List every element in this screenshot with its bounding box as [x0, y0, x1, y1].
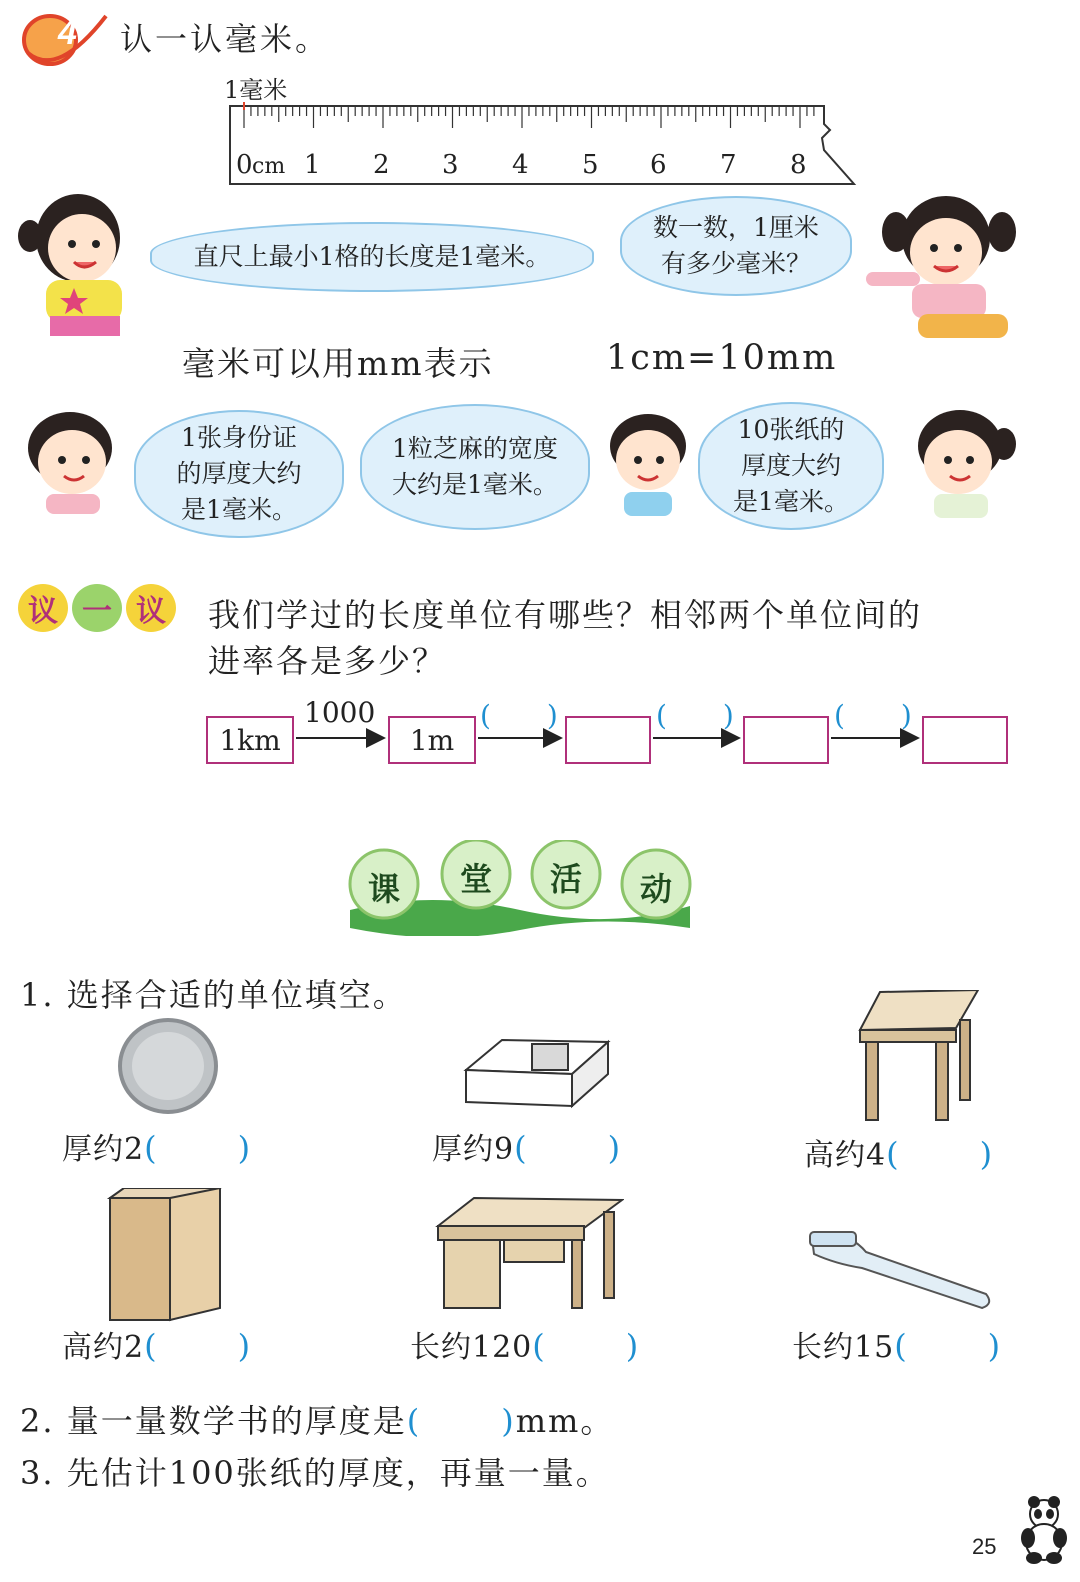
blank-open[interactable]: ( [532, 1327, 546, 1365]
ruler-tick-3: 3 [442, 150, 459, 180]
activity-char: 动 [640, 870, 673, 908]
cm-mm-equation: 1cm=10mm [606, 338, 838, 378]
unit-box-km: 1km [206, 716, 294, 764]
blank-open[interactable]: ( [514, 1129, 528, 1167]
rate-blank-1[interactable]: ( ) [480, 699, 558, 732]
bubble-line: 是1毫米。 [181, 495, 297, 524]
exercise-2 [20, 1396, 614, 1442]
blank-close: ) [501, 1402, 516, 1440]
discuss-question-line2: 进率各是多少？ [208, 642, 447, 680]
discuss-question-line1: 我们学过的长度单位有哪些？相邻两个单位间的 [208, 596, 923, 634]
bubble-line: 1张身份证 [181, 423, 297, 452]
bubble-line: 的厚度大约 [176, 459, 302, 488]
exercise-2-prefix: 2. 量一量数学书的厚度是 [20, 1402, 407, 1440]
item-text: 高约4 [804, 1138, 887, 1173]
bubble-line: 数一数，1厘米 [653, 213, 819, 242]
rate-label-1000: 1000 [304, 696, 376, 729]
blank-close: ) [625, 1327, 640, 1365]
item-text: 长约120 [410, 1330, 533, 1365]
page-number: 25 [972, 1534, 997, 1559]
rate-blank-3[interactable]: ( ) [834, 699, 912, 732]
bubble-line: 大约是1毫米。 [392, 470, 558, 499]
panda-icon [1014, 1494, 1076, 1564]
blank-open[interactable]: ( [144, 1327, 158, 1365]
blank-close: ) [237, 1129, 252, 1167]
bubble-line: 10张纸的 [737, 415, 845, 444]
blank-close: ) [237, 1327, 252, 1365]
ruler-tick-8: 8 [790, 150, 807, 180]
exercise-2-suffix: mm。 [515, 1402, 615, 1440]
stool-icon [856, 990, 980, 1122]
item-text: 厚约2 [62, 1132, 145, 1167]
ruler-tick-7: 7 [720, 150, 737, 180]
blank-open[interactable]: ( [894, 1327, 908, 1365]
desk-icon [434, 1196, 624, 1310]
item-text: 长约15 [792, 1330, 895, 1365]
toothbrush-icon [806, 1224, 996, 1314]
badge-number: 4 [58, 14, 77, 52]
rate-blank-2[interactable]: ( ) [656, 699, 734, 732]
ruler-unit: cm [252, 154, 286, 179]
unit-box-m: 1m [388, 716, 476, 764]
ruler-tick-2: 2 [373, 150, 390, 180]
ruler-tick-1: 1 [304, 150, 321, 180]
ruler-tick-5: 5 [582, 150, 599, 180]
exercise-3: 3. 先估计100张纸的厚度，再量一量。 [20, 1454, 610, 1492]
blank-close: ) [979, 1135, 994, 1173]
activity-char: 课 [368, 870, 401, 908]
section-title: 认一认毫米。 [120, 20, 331, 58]
eraser-icon [462, 1030, 612, 1110]
bubble-line: 是1毫米。 [733, 487, 849, 516]
blank-open[interactable]: ( [886, 1135, 900, 1173]
wardrobe-icon [104, 1188, 224, 1322]
blank-open[interactable]: ( [144, 1129, 158, 1167]
ruler-tick-6: 6 [650, 150, 667, 180]
activity-char: 堂 [460, 860, 493, 898]
bubble-line: 1粒芝麻的宽度 [392, 434, 558, 463]
blank-open[interactable]: ( [406, 1402, 422, 1440]
bubble-line: 厚度大约 [740, 451, 841, 480]
ruler-tick-0: 0 [236, 150, 253, 180]
item-text: 高约2 [62, 1330, 145, 1365]
exercise-1-title: 1. 选择合适的单位填空。 [20, 976, 407, 1014]
item-wardrobe-label [62, 1322, 251, 1366]
coin-icon [116, 1018, 220, 1114]
speech-bubble-ruler: 直尺上最小1格的长度是1毫米。 [150, 222, 594, 292]
discuss-badge-char: 议 [18, 584, 68, 632]
item-desk-label [410, 1322, 639, 1366]
item-toothbrush-label [792, 1322, 1001, 1366]
item-text: 厚约9 [432, 1132, 515, 1167]
ruler-tick-4: 4 [512, 150, 529, 180]
activity-char: 活 [550, 860, 583, 898]
blank-close: ) [607, 1129, 622, 1167]
ruler-label: 1毫米 [224, 76, 288, 104]
item-stool-label [804, 1130, 993, 1174]
discuss-badge-char: 议 [126, 584, 176, 632]
discuss-badge-char: 一 [72, 584, 122, 632]
item-eraser-label [432, 1124, 621, 1168]
item-coin-label [62, 1124, 251, 1168]
mm-notation-text: 毫米可以用mm表示 [182, 344, 494, 383]
bubble-line: 有多少毫米？ [660, 249, 811, 278]
blank-close: ) [987, 1327, 1002, 1365]
